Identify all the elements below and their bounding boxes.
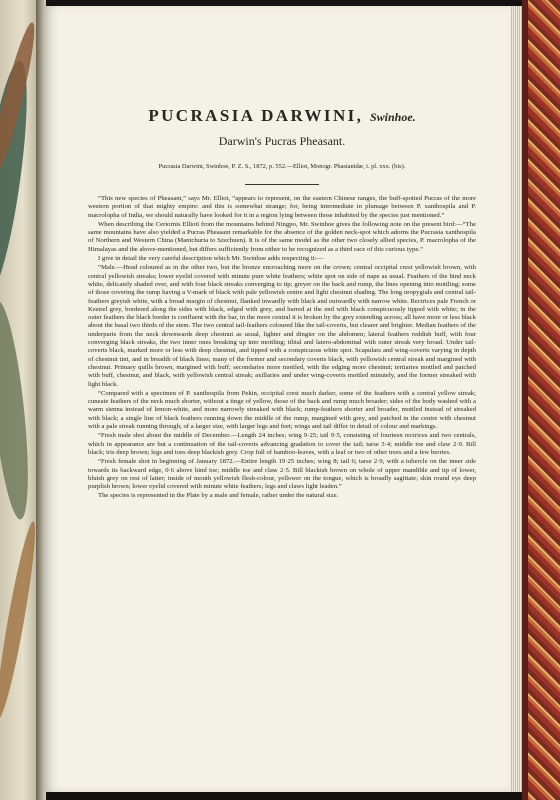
page-text xyxy=(88,106,476,501)
plume-illustration xyxy=(0,520,38,720)
paragraph: I give in detail the very careful description which Mr. Swinhoe adds respecting it:— xyxy=(98,255,324,263)
common-name: Darwin's Pucras Pheasant. xyxy=(218,134,346,148)
species-authority: Swinhoe. xyxy=(369,110,416,124)
paragraph: “Male.—Head coloured as in the other two, but the bronze encroaching more on the crown; central occipital crest yellowish brown, with central yellowish streaks; lower eyelid covered with minute pure white feathers; white spot on side of nape as usual. Feathers of the hind neck white, delicately shaded over, and with four black streaks converging to tip; greyer on the back and rump, the lines opening into mottling; some of those covering the rump having a V-mark of black with pale yellowish centre and light chestnut shading. The long uropygials and central tail-feathers greyish white, with a broad margin of chestnut, flanked inwardly with black and outwardly with narrow white. Rectrices pale French or Kestrel grey, bordered along the sides with black, edged with grey, and barred at the end with black conspicuously tipped with white; in the outer feathers the black border is confluent with the bar, in the more central it is broken by the grey extending across; all have more or less black about the basal two thirds of the stem. The two central tail-feathers coloured like the tail-coverts, but clearer and brighter. Median feathers of the underparts from the neck downwards deep chestnut as usual, lighter and dingier on the abdomen; lateral feathers reddish buff, with four converging black streaks, the two inner ones breaking up into mottling; tibial and latero-abdominal with outer streak very broad. Under tail-coverts black, marked more or less with deep chestnut, and tipped with a conspicuous white spot. Scapulars and wing-coverts varying in depth of chestnut tint, and in breadth of black lines; many of the former and secondary coverts black, with yellowish central streak and margined with chestnut. Primary quills brown, margined with buff; secondaries more mottled, with the edging more chestnut; tertiaries mottled and patched with buff, chestnut, and black, with yellowish central streak; axillaries and under wing-coverts mottled minutely, and the former streaked with light black. xyxy=(88,264,476,388)
paragraph: “Fresh male shot about the middle of December.—Length 24 inches; wing 9·25; tail 9·5, consisting of fourteen rectrices and two centrals, which in appearance are but a continuation of the tail-coverts advancing gradation to cover the tail; tarse 3·4; middle toe and claw 2·9. Bill black; iris deep brown; legs and toes deep blackish grey. Crop full of bamboo-leaves, with a leaf or two of other trees and a few berries. xyxy=(88,432,476,456)
plume-illustration xyxy=(0,299,35,521)
paragraph: “This new species of Pheasant,” says Mr. Elliot, “appears to represent, on the eastern Chinese ranges, the buff-spotted Pucras of the more western portion of that mighty empire: and this is somewhat strange; for, being intermediate in plumage between P. xanthospila and P. macrolopha of India, we should naturally have looked for it in a region lying between those inhabited by the species just mentioned.” xyxy=(88,195,476,219)
divider-rule xyxy=(245,184,319,185)
paragraph: “Compared with a specimen of P. xanthospila from Pekin, occipital crest much darker, some of the feathers with a central yellow streak; cuneate feathers of the neck much shorter, without a tinge of yellow, those of the back and rump much broader; sides of the body washed with a warm sienna instead of lemon-white, and more narrowly streaked with black; rump-feathers shorter and broader, mottled instead of streaked with black; a single line of black feathers running down the middle of the rump, margined with grey, and patched in the centre with chestnut with a pale streak running through; of a larger size, with larger legs and feet; wings and tail differ in detail of colour and markings. xyxy=(88,389,476,431)
paragraph: The species is represented in the Plate by a male and female, rather under the natural size. xyxy=(98,492,339,500)
paragraph: When describing the Ceriornis Ellioti from the mountains behind Ningpo, Mr. Swinhoe gives the following note on the present bird:—“The same mountains have also yielded a Pucras Pheasant remarkable for the absence of the golden neck-spot which adorns the Pucrasia xanthospila of Northern and Western China (Mantchuria to Szechuen). It is of the same model as the other two closely allied species, P. macrolopha of the Himalayas and the above-mentioned, but differs sufficiently from either to be recognized as a third race of this curious type.” xyxy=(88,220,476,253)
species-name: PUCRASIA DARWINI, xyxy=(148,106,364,125)
marbled-cover-edge xyxy=(522,0,560,800)
synonymy-reference: Pucrasia Darwini, Swinhoe, P. Z. S., 1872, p. 552.—Elliot, Monogr. Phasianidæ, i. pl. xxx. (bis). xyxy=(158,163,406,170)
facing-plate-edge xyxy=(0,0,38,800)
paragraph: “Fresh female shot in beginning of January 1872.—Entire length 19·25 inches; wing 8; tail 6; tarse 2·9, with a tubercle on the inner side towards its backward edge, 0·6 above hind toe; middle toe and claw 2·5. Bill blackish brown on whole of upper mandible and tip of lower, bluish grey on rest of latter; inside of mouth yellowish flesh-colour, yellower on the tongue, which is broadly sagittate; skin round eye deep purplish brown; lower eyelid covered with minute white feathers; legs and claws light leaden.” xyxy=(88,458,476,491)
species-title xyxy=(88,106,476,126)
